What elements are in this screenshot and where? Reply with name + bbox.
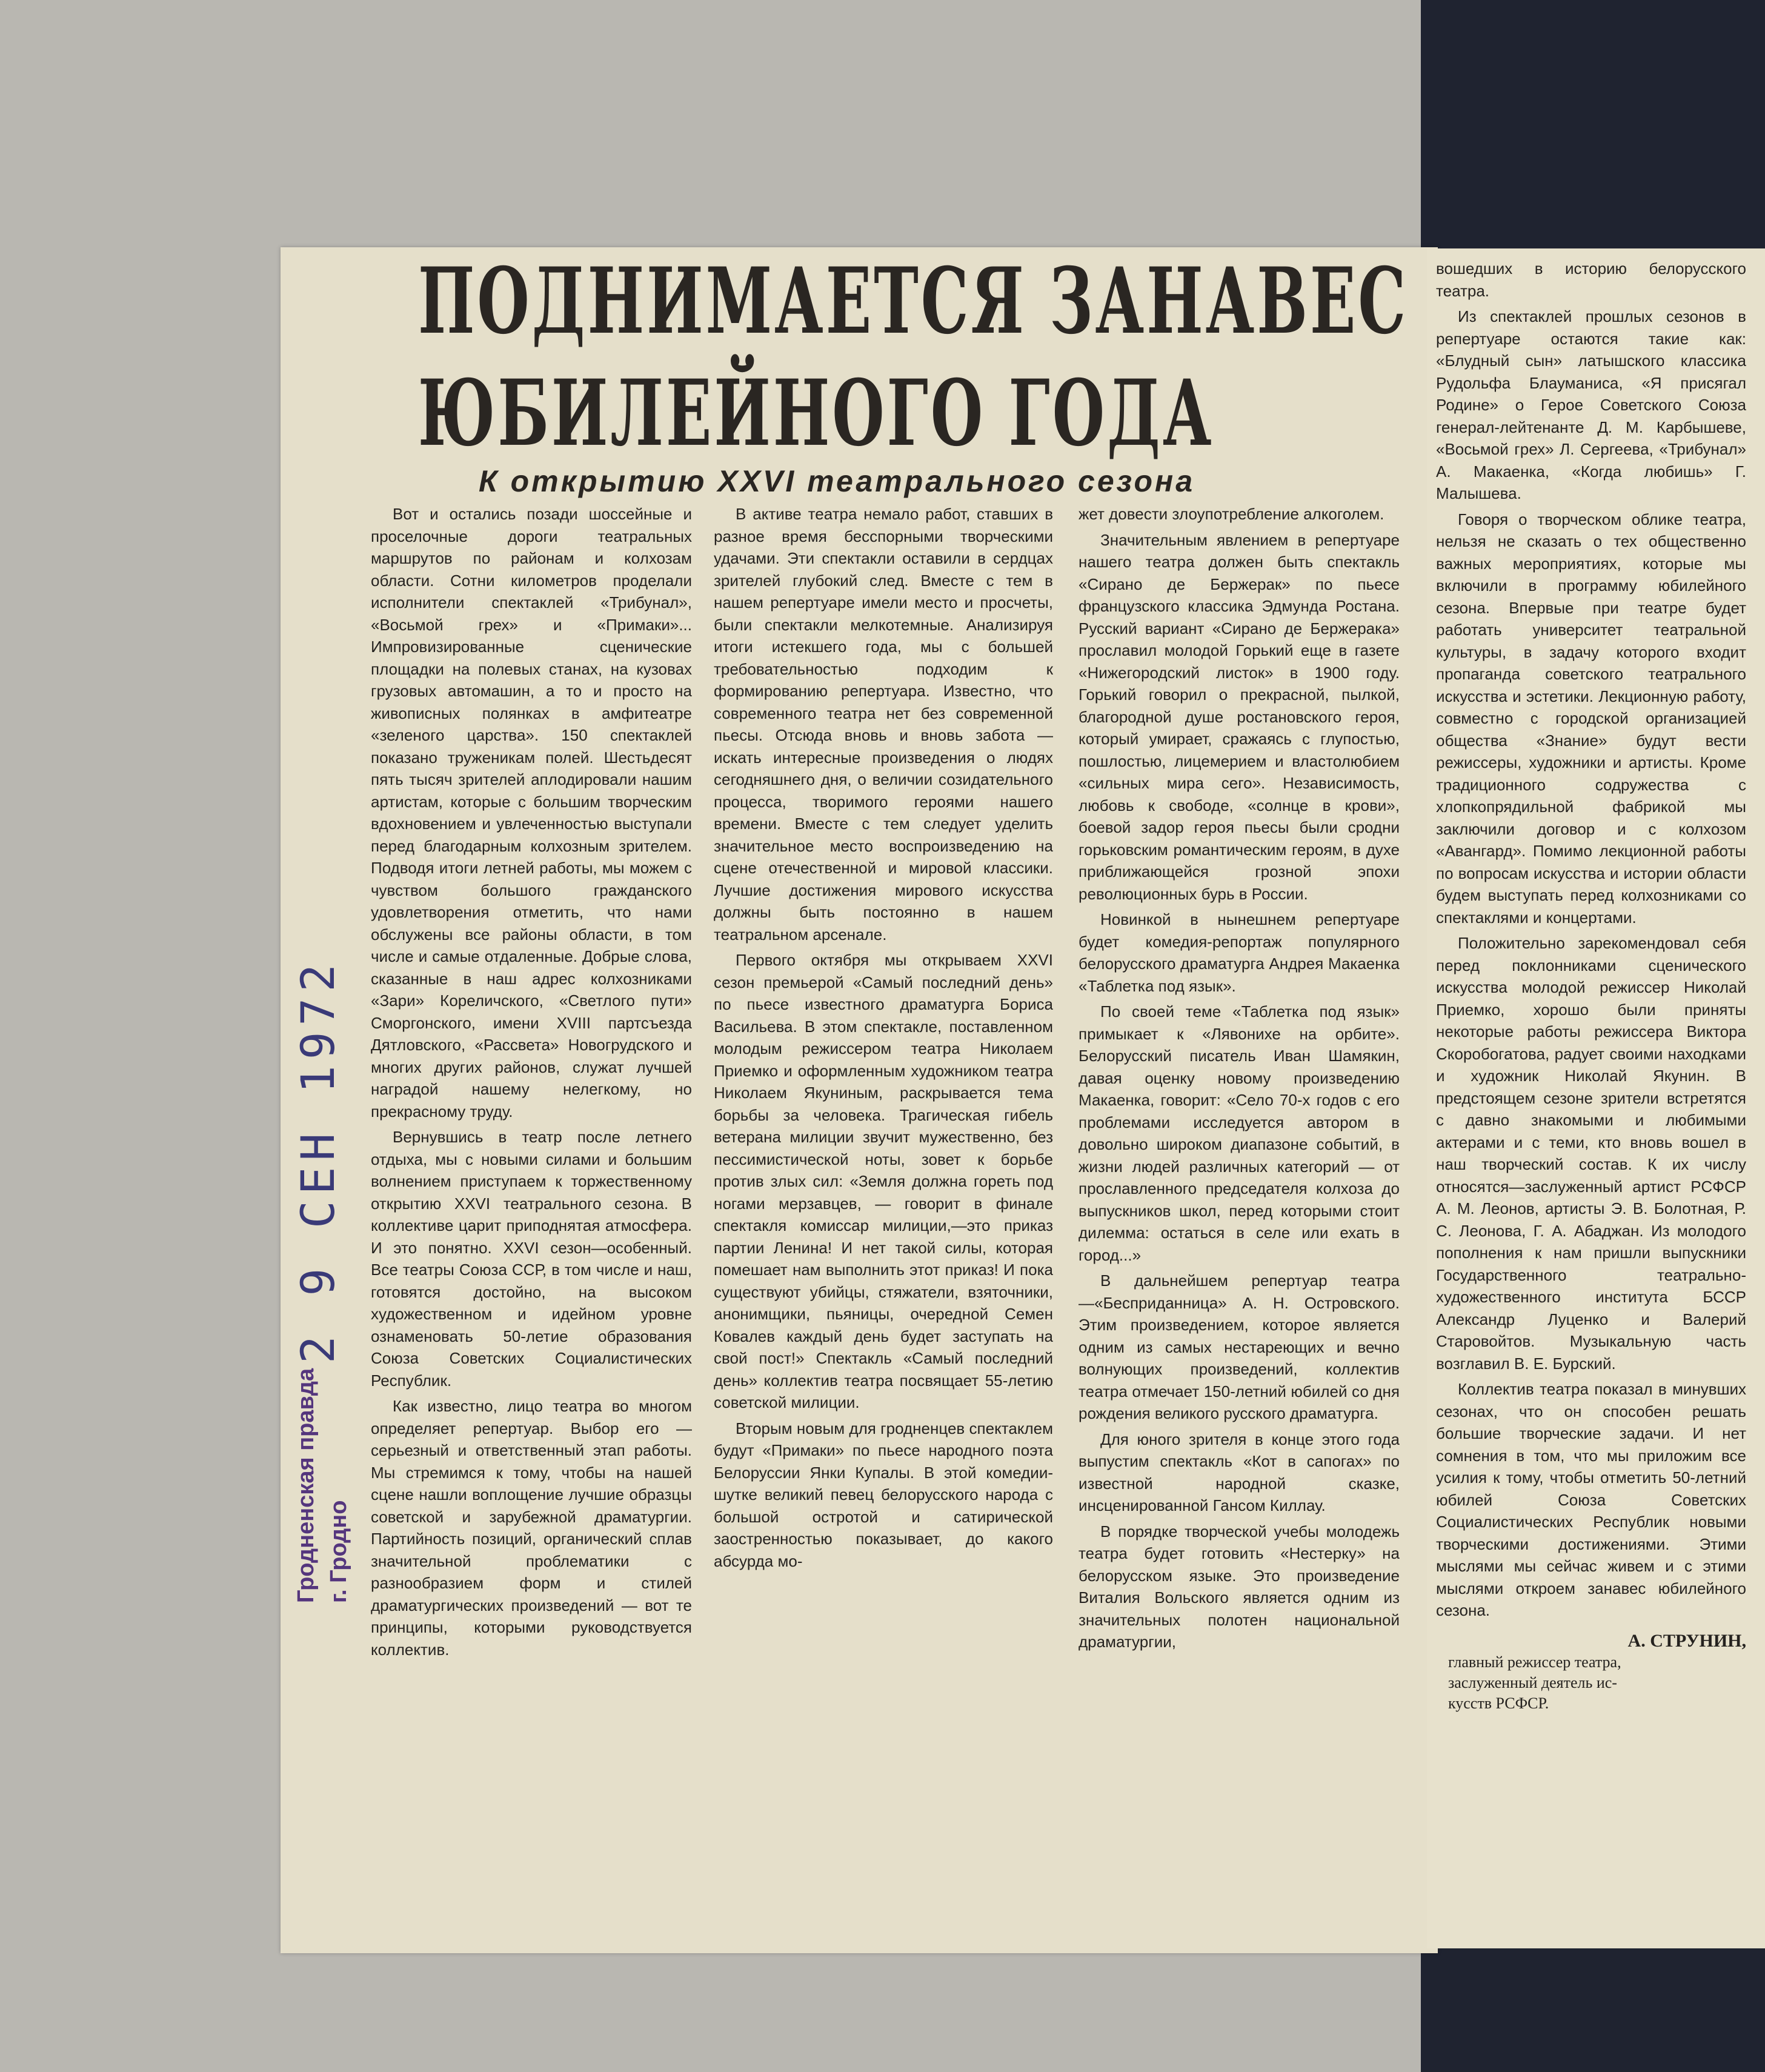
- paragraph: Первого октября мы открываем XXVI сезон премьерой «Самый последний день» по пьесе известного драматурга Бориса Васильева. В этом спектакле, поставленном молодым режиссером театра Николаем Приемко и оформленным художником театра Николаем Якуниным, раскрывается тема борьбы за человека. Трагическая гибель ветерана милиции звучит мужественно, без пессимистической ноты, зовет к борьбе против злых сил: «Земля должна гореть под ногами мерзавцев, — говорит в финале спектакля комиссар милиции,—это приказ партии Ленина! И нет такой силы, которая помешает нам выполнить этот приказ! И пока существуют убийцы, стяжатели, взяточники, анонимщики, пьяницы, очередной Семен Ковалев каждый день будет заступать на свой пост!» Спектакль «Самый последний день» коллектив театра посвящает 55-летию советской милиции.: [714, 951, 1053, 1411]
- paragraph: Говоря о творческом облике театра, нельзя не сказать о тех общественно важных мероприятиях, которые мы включили в программу юбилейного сезона. Впервые при театре будет работать университет театральной культуры, в задачу которого входит пропаганда советского театрального искусства и эстетики. Лекционную работу, совместно с городской организацией общества «Знание» будут вести режиссеры, художники и артисты. Кроме традиционного содружества с хлопкопрядильной фабрикой мы заключили договор и с колхозом «Авангард». Помимо лекционной работы по вопросам искусства и истории области будем выступать перед колхозниками со спектаклями и концертами.: [1436, 510, 1746, 927]
- source-stamp-line-1: Гродненская правда: [293, 1368, 319, 1603]
- paragraph: Как известно, лицо театра во многом определяет репертуар. Выбор его — серьезный и ответственный этап работы. Мы стремимся к тому, чтобы на нашей сцене нашли воплощение лучшие образцы советской и зарубежной драматургии. Партийность позиций, органический сплав значительной проблематики с разнообразием форм и стилей драматургических произведений — вот те принципы, которыми руководствуется коллектив.: [371, 1397, 692, 1659]
- headline-line-2: ЮБИЛЕЙНОГО ГОДА: [418, 360, 1214, 467]
- article-subheading: К открытию XXVI театрального сезона: [479, 464, 1195, 498]
- article-headline: [418, 245, 1409, 470]
- paragraph: В дальнейшем репертуар театра—«Бесприданница» А. Н. Островского. Этим произведением, которое является одним из самых нестареющих и вечно волнующих произведений, коллектив театра отмечает 150-летний юбилей со дня рождения великого русского драматурга.: [1079, 1271, 1400, 1422]
- source-stamp: [290, 1264, 356, 1603]
- paragraph: Для юного зрителя в конце этого года выпустим спектакль «Кот в сапогах» по известной народной сказке, инсценированной Гансом Киллау.: [1079, 1430, 1400, 1514]
- paragraph: В активе театра немало работ, ставших в разное время бесспорными творческими удачами. Эти спектакли оставили в сердцах зрителей глубокий след. Вместе с тем в нашем репертуаре имели место и просчеты, были спектакли мелкотемные. Анализируя итоги истекшего года, мы с большей требовательностью подходим к формированию репертуара. Известно, что современного театра нет без современной пьесы. Отсюда вновь и вновь забота — искать интересные произведения о людях сегодняшнего дня, о величии созидательного процесса, творимого героями нашего времени. Вместе с тем следует уделить значительное место воспроизведению на сцене отечественной и мировой классики. Лучшие достижения мирового искусства должны быть постоянно в нашем театральном арсенале.: [714, 505, 1053, 944]
- paragraph: жет довести злоупотребление алкоголем.: [1079, 505, 1384, 523]
- paragraph: Вторым новым для гродненцев спектаклем будут «Примаки» по пьесе народного поэта Белоруссии Янки Купалы. В этой комедии-шутке великий певец белорусского народа с большой остротой и сатирической заостренностью показывает, до какого абсурда мо-: [714, 1419, 1053, 1570]
- article-column-3: [1079, 503, 1400, 1945]
- date-stamp: 2 9 СЕН 1972: [291, 958, 345, 1364]
- author-title-line-2: заслуженный деятель ис-: [1448, 1674, 1617, 1691]
- paragraph: Вот и остались позади шоссейные и проселочные дороги театральных маршрутов по районам и колхозам области. Сотни километров проделали исполнители спектаклей «Трибунал», «Восьмой грех» и «Примаки»... Импровизированные сценические площадки на полевых станах, на кузовах грузовых автомашин, а то и просто на живописных полянках в амфитеатре «зеленого царства». 150 спектаклей показано труженикам полей. Шестьдесят пять тысяч зрителей аплодировали нашим артистам, которые с большим творческим вдохновением и увлеченностью выступали перед благодарным колхозным зрителем. Подводя итоги летней работы, мы можем с чувством большого гражданского удовлетворения отметить, что нами обслужены все районы области, в том числе и самые отдаленные. Добрые слова, сказанные в наш адрес колхозниками «Зари» Кореличского, «Светлого пути» Сморгонского, имени XVIII партсъезда Дятловского, «Рассвета» Новогрудского и многих других районов, служат лучшей наградой нашему нелегкому, но прекрасному труду.: [371, 505, 692, 1121]
- paragraph: Вернувшись в театр после летнего отдыха, мы с новыми силами и большим волнением приступаем к торжественному открытию XXVI театрального сезона. В коллективе царит приподнятая атмосфера. И это понятно. XXVI сезон—особенный. Все театры Союза ССР, в том числе и наш, готовятся достойно, на высоком художественном и идейном уровне ознаменовать 50-летие образования Союза Советских Социалистических Республик.: [371, 1128, 692, 1390]
- article-column-2: [714, 503, 1053, 1945]
- paragraph: Новинкой в нынешнем репертуаре будет комедия-репортаж популярного белорусского драматурга Андрея Макаенка «Таблетка под язык».: [1079, 910, 1400, 995]
- headline-line-1: ПОДНИМАЕТСЯ ЗАНАВЕС: [418, 248, 1409, 355]
- paragraph: Из спектаклей прошлых сезонов в репертуаре остаются такие как: «Блудный сын» латышского классика Рудольфа Блауманиса, «Я присягал Родине» о Герое Советского Союза генерал-лейтенанте Д. М. Карбышеве, «Восьмой грех» Л. Сергеева, «Трибунал» А. Макаенка, «Когда любишь» Г. Малышева.: [1436, 307, 1746, 502]
- author-title-line-3: кусств РСФСР.: [1448, 1694, 1549, 1712]
- source-stamp-line-2: г. Гродно: [326, 1500, 351, 1603]
- article-column-4: [1436, 258, 1746, 1894]
- paragraph: По своей теме «Таблетка под язык» примыкает к «Лявонихе на орбите». Белорусский писатель Иван Шамякин, давая оценку новому произведению Макаенка, говорит: «Село 70-х годов с его проблемами исследуется автором в довольно широком диапазоне событий, в жизни людей различных категорий — от прославленного председателя колхоза до выпускников школ, перед которыми стоит дилемма: остаться в селе или ехать в город...»: [1079, 1002, 1400, 1264]
- paragraph: Положительно зарекомендовал себя перед поклонниками сценического искусства молодой режиссер Николай Приемко, хорошо были приняты некоторые работы режиссера Виктора Скоробогатова, радует своими находками и художник Николай Якунин. В предстоящем сезоне зрители встретятся с давно знакомыми и любимыми актерами и с теми, кто вновь вошел в наш творческий состав. К их числу относятся—заслуженный артист РСФСР А. М. Леонов, артисты Э. В. Болотная, Р. С. Леонова, Г. А. Абаджан. Из молодого пополнения к нам пришли выпускники Государственного театрально-художественного института БССР Александр Луценко и Валерий Старовойтов. Музыкальную часть возглавил В. Е. Бурский.: [1436, 934, 1746, 1373]
- article-column-1: [371, 503, 692, 1945]
- paragraph: вошедших в историю белорусского театра.: [1436, 259, 1746, 300]
- paragraph: В порядке творческой учебы молодежь театра будет готовить «Нестерку» на белорусском языке. Это произведение Виталия Вольского является одним из значительных полотен национальной драматургии,: [1079, 1522, 1400, 1651]
- author-title-line-1: главный режиссер театра,: [1448, 1653, 1621, 1671]
- author-signature: А. СТРУНИН,: [1627, 1630, 1746, 1651]
- paragraph: Значительным явлением в репертуаре нашего театра должен быть спектакль «Сирано де Бержерак» по пьесе французского классика Эдмунда Ростана. Русский вариант «Сирано де Бержерака» прославил молодой Горький еще в газете «Нижегородский листок» в 1900 году. Горький говорил о прекрасной, пылкой, благородной душе ростановского героя, который умирает, сражаясь с глупостью, пошлостью, лицемерием и властолюбием «сильных мира сего». Независимость, любовь к свободе, «солнце в крови», боевой задор героя пьесы были сродни горьковским романтическим героям, в духе приближающейся грозной эпохи революционных бурь в России.: [1079, 530, 1400, 903]
- paragraph: Коллектив театра показал в минувших сезонах, что он способен решать большие творческие задачи. И нет сомнения в том, что мы приложим все усилия к тому, чтобы отметить 50-летний юбилей Союза Советских Социалистических Республик новыми творческими достижениями. Этими мыслями мы сейчас живем и с этими мыслями откроем занавес юбилейного сезона.: [1436, 1380, 1746, 1619]
